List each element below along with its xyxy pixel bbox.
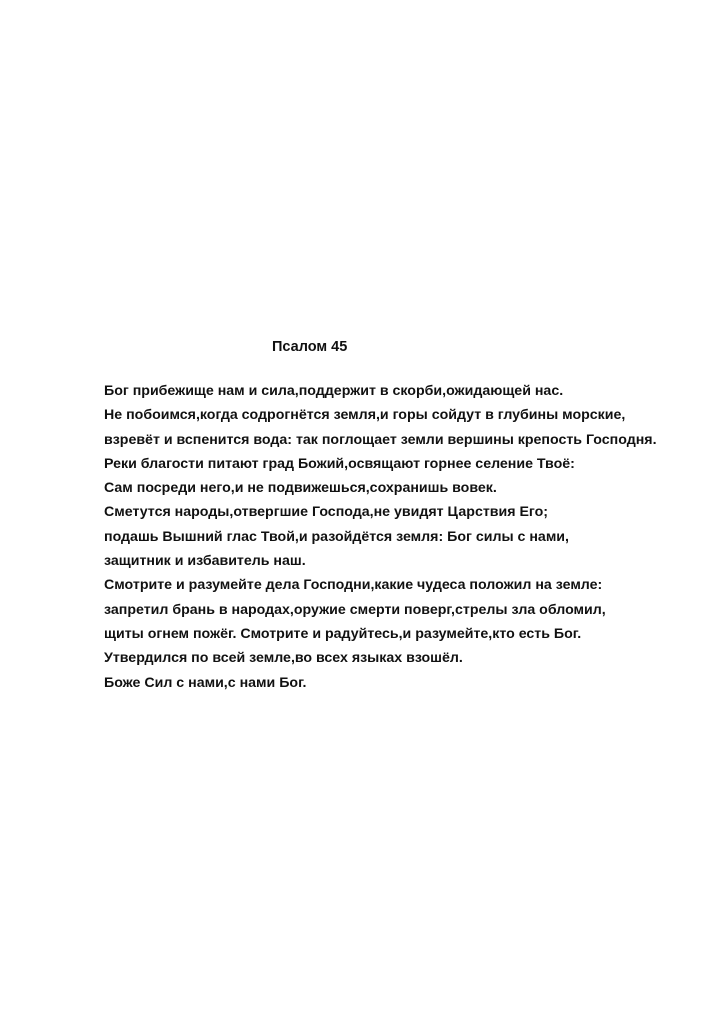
psalm-line: взревёт и вспенится вода: так поглощает земли вершины крепость Господня. — [104, 431, 657, 448]
psalm-line: защитник и избавитель наш. — [104, 553, 306, 570]
psalm-line: запретил брань в народах,оружие смерти поверг,стрелы зла обломил, — [104, 601, 606, 618]
psalm-line: Утвердился по всей земле,во всех языках взошёл. — [104, 650, 463, 667]
psalm-line: Боже Сил с нами,с нами Бог. — [104, 674, 307, 691]
psalm-title: Псалом 45 — [272, 339, 348, 355]
psalm-line: Смотрите и разумейте дела Господни,какие чудеса положил на земле: — [104, 577, 603, 594]
psalm-line: Реки благости питают град Божий,освящают горнее селение Твоё: — [104, 455, 575, 472]
psalm-line: Сметутся народы,отвергшие Господа,не увидят Царствия Его; — [104, 504, 549, 521]
psalm-line: Не побоимся,когда содрогнётся земля,и горы сойдут в глубины морские, — [104, 407, 626, 424]
psalm-line: подашь Вышний глас Твой,и разойдётся земля: Бог силы с нами, — [104, 528, 569, 545]
psalm-text — [104, 379, 704, 695]
psalm-line: Сам посреди него,и не подвижешься,сохранишь вовек. — [104, 480, 497, 497]
psalm-line: Бог прибежище нам и сила,поддержит в скорби,ожидающей нас. — [104, 383, 564, 399]
psalm-line: щиты огнем пожёг. Смотрите и радуйтесь,и разумейте,кто есть Бог. — [104, 625, 582, 642]
